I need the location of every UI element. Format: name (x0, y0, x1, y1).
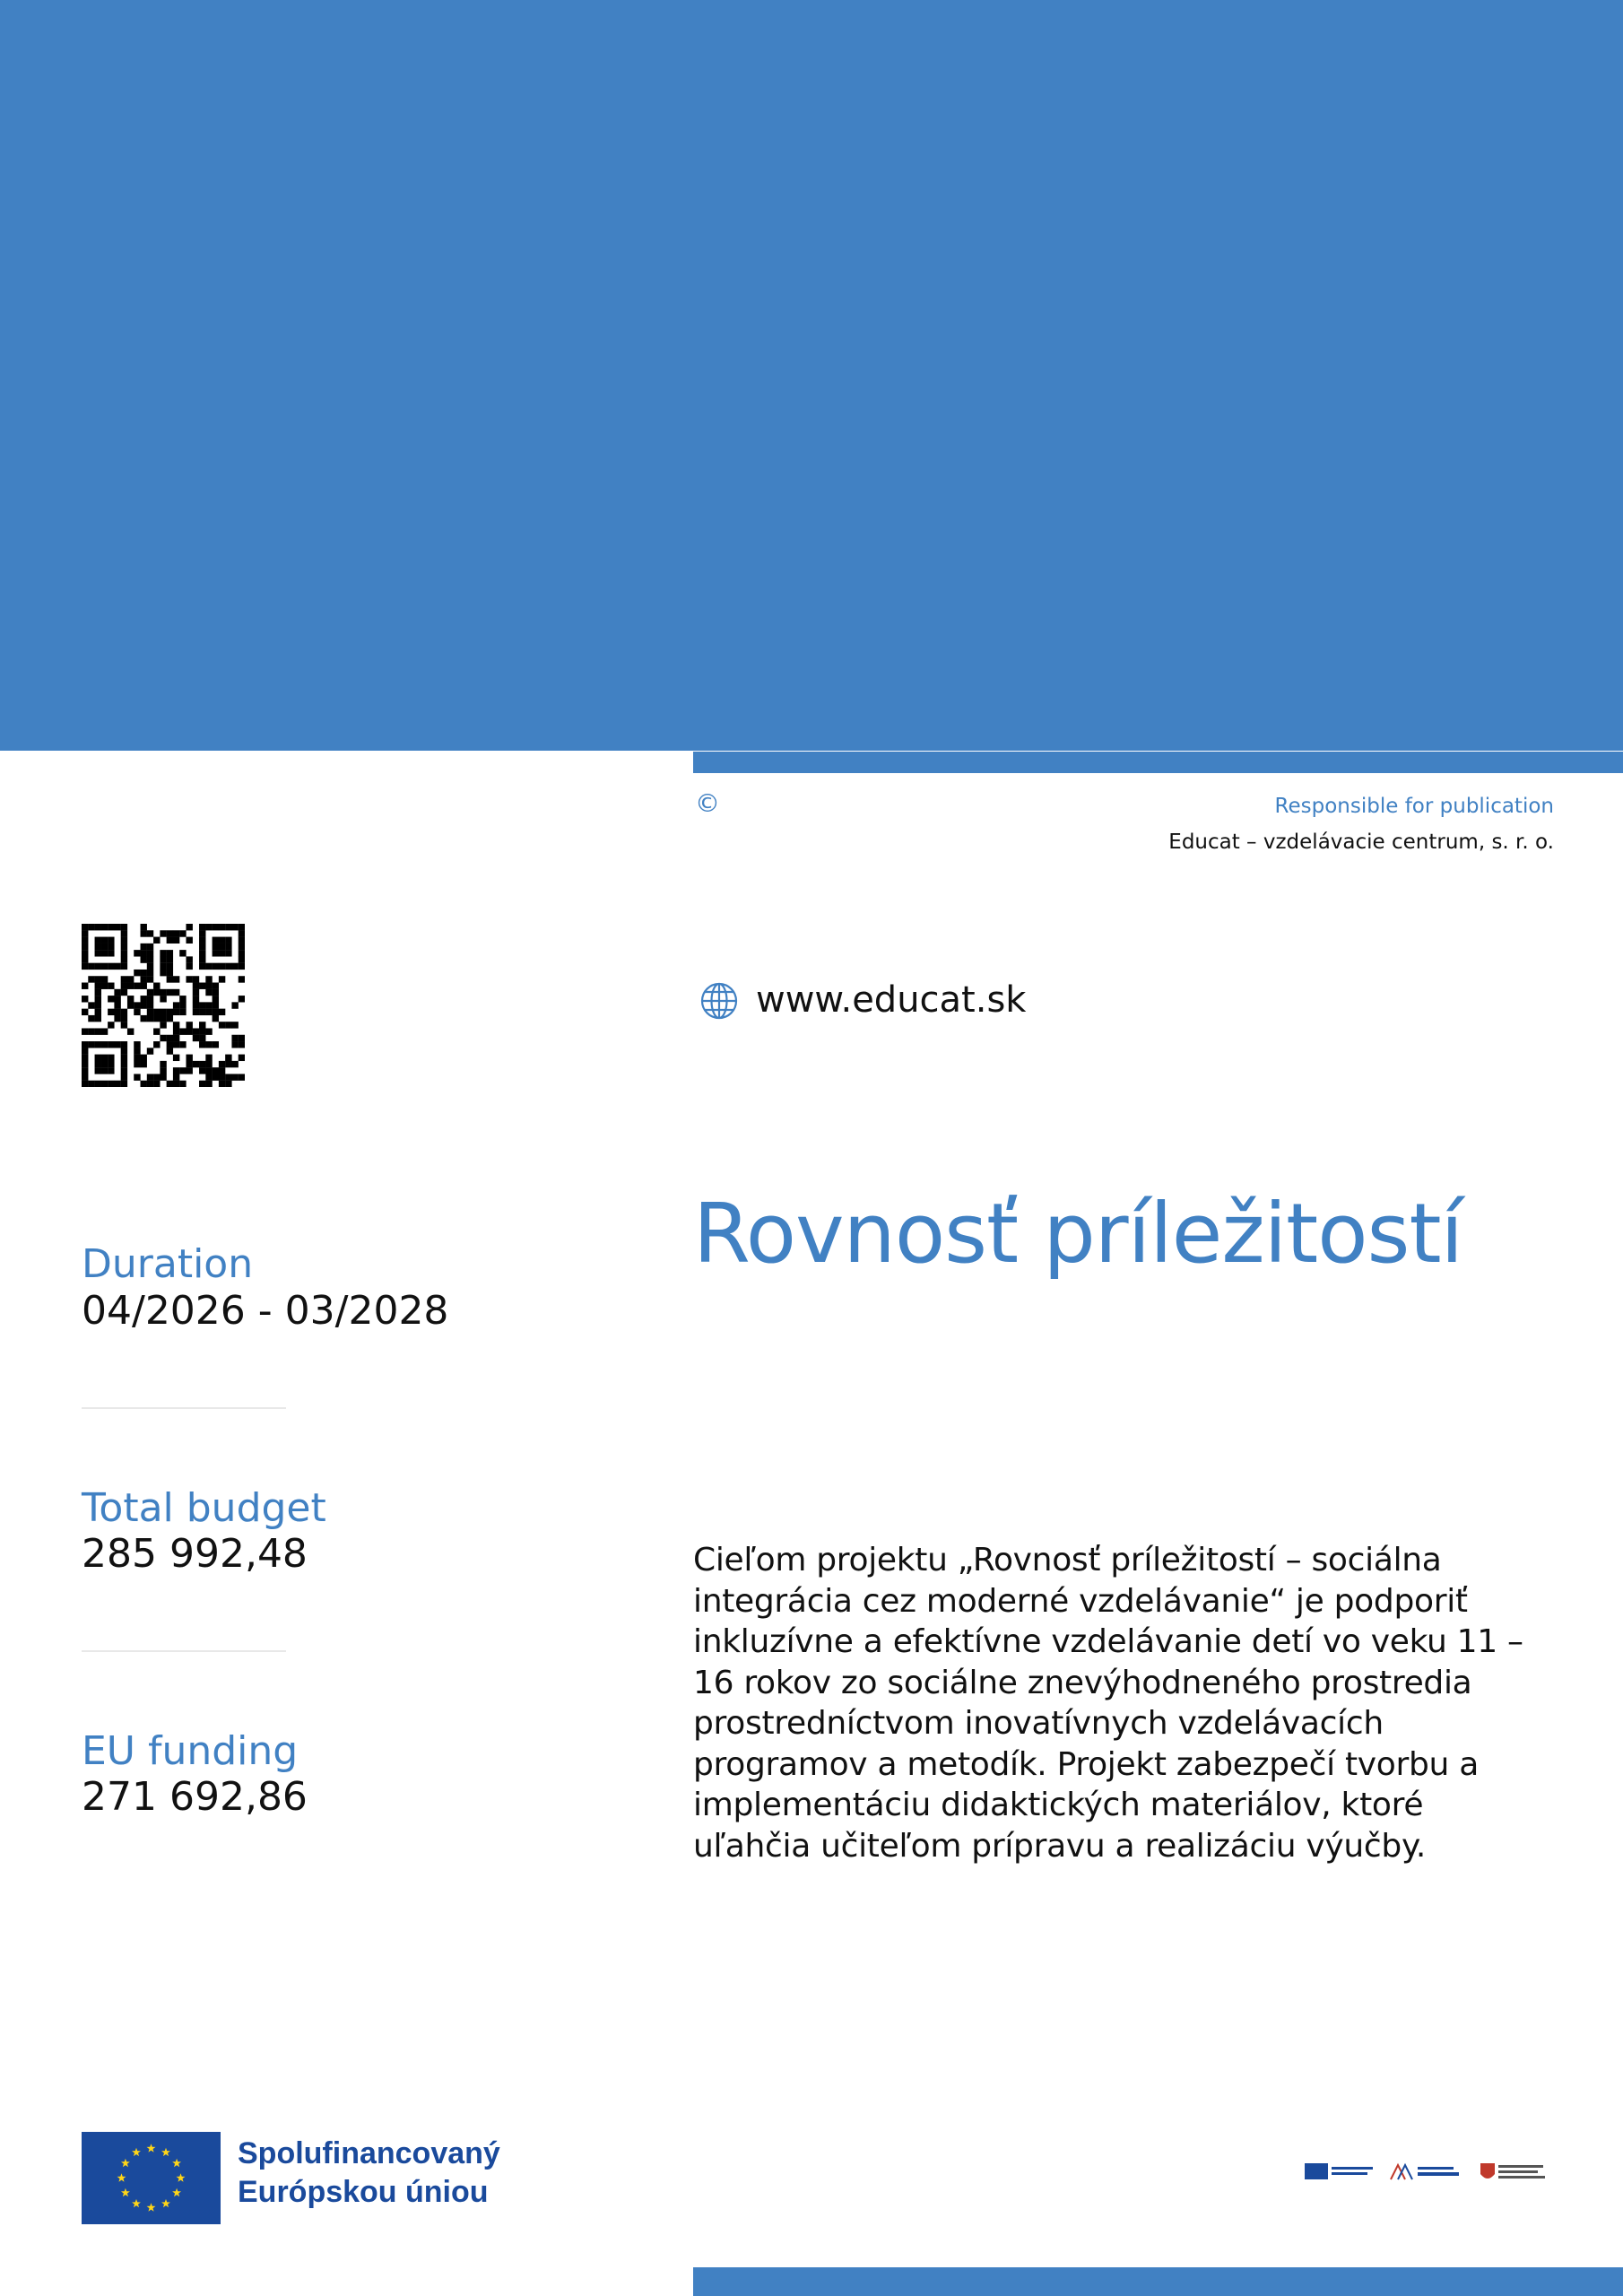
partner-logos-icon (1305, 2160, 1556, 2185)
eu-funding-value: 271 692,86 (82, 1774, 308, 1820)
responsible-label: Responsible for publication (1274, 795, 1554, 818)
header-banner (0, 0, 1623, 751)
project-description: Cieľom projektu „Rovnosť príležitostí – sociálna integrácia cez moderné vzdelávanie“ je podporiť inkluzívne a efektívne vzdelávanie detí vo veku 11 – 16 rokov zo sociálne znevýhodneného prostredia prostredníctvom inovatívnych vzdelávacích programov a metodík. Projekt zabezpečí tvorbu a implementáciu didaktických materiálov, ktoré uľahčia učiteľom prípravu a realizáciu výučby. (693, 1542, 1523, 1865)
qr-code-icon[interactable] (82, 924, 245, 1087)
total-budget-value: 285 992,48 (82, 1531, 308, 1577)
eu-cofunded-line1: Spolufinancovaný (238, 2136, 500, 2170)
project-title: Rovnosť príležitostí (693, 1186, 1463, 1282)
divider (82, 1407, 286, 1409)
website-link[interactable]: www.educat.sk (756, 979, 1027, 1021)
copyright-icon: © (695, 788, 720, 818)
duration-label: Duration (82, 1241, 254, 1287)
responsible-value: Educat – vzdelávacie centrum, s. r. o. (1168, 831, 1554, 854)
divider (82, 1650, 286, 1652)
accent-bar-bottom (693, 2267, 1623, 2296)
duration-value: 04/2026 - 03/2028 (82, 1288, 449, 1334)
globe-icon (699, 981, 739, 1021)
total-budget-label: Total budget (82, 1485, 326, 1531)
eu-funding-label: EU funding (82, 1728, 299, 1774)
eu-flag-icon (82, 2132, 221, 2224)
accent-bar-top (693, 752, 1623, 773)
eu-cofunded-logo-text (238, 2135, 500, 2212)
eu-cofunded-line2: Európskou úniou (238, 2175, 489, 2209)
